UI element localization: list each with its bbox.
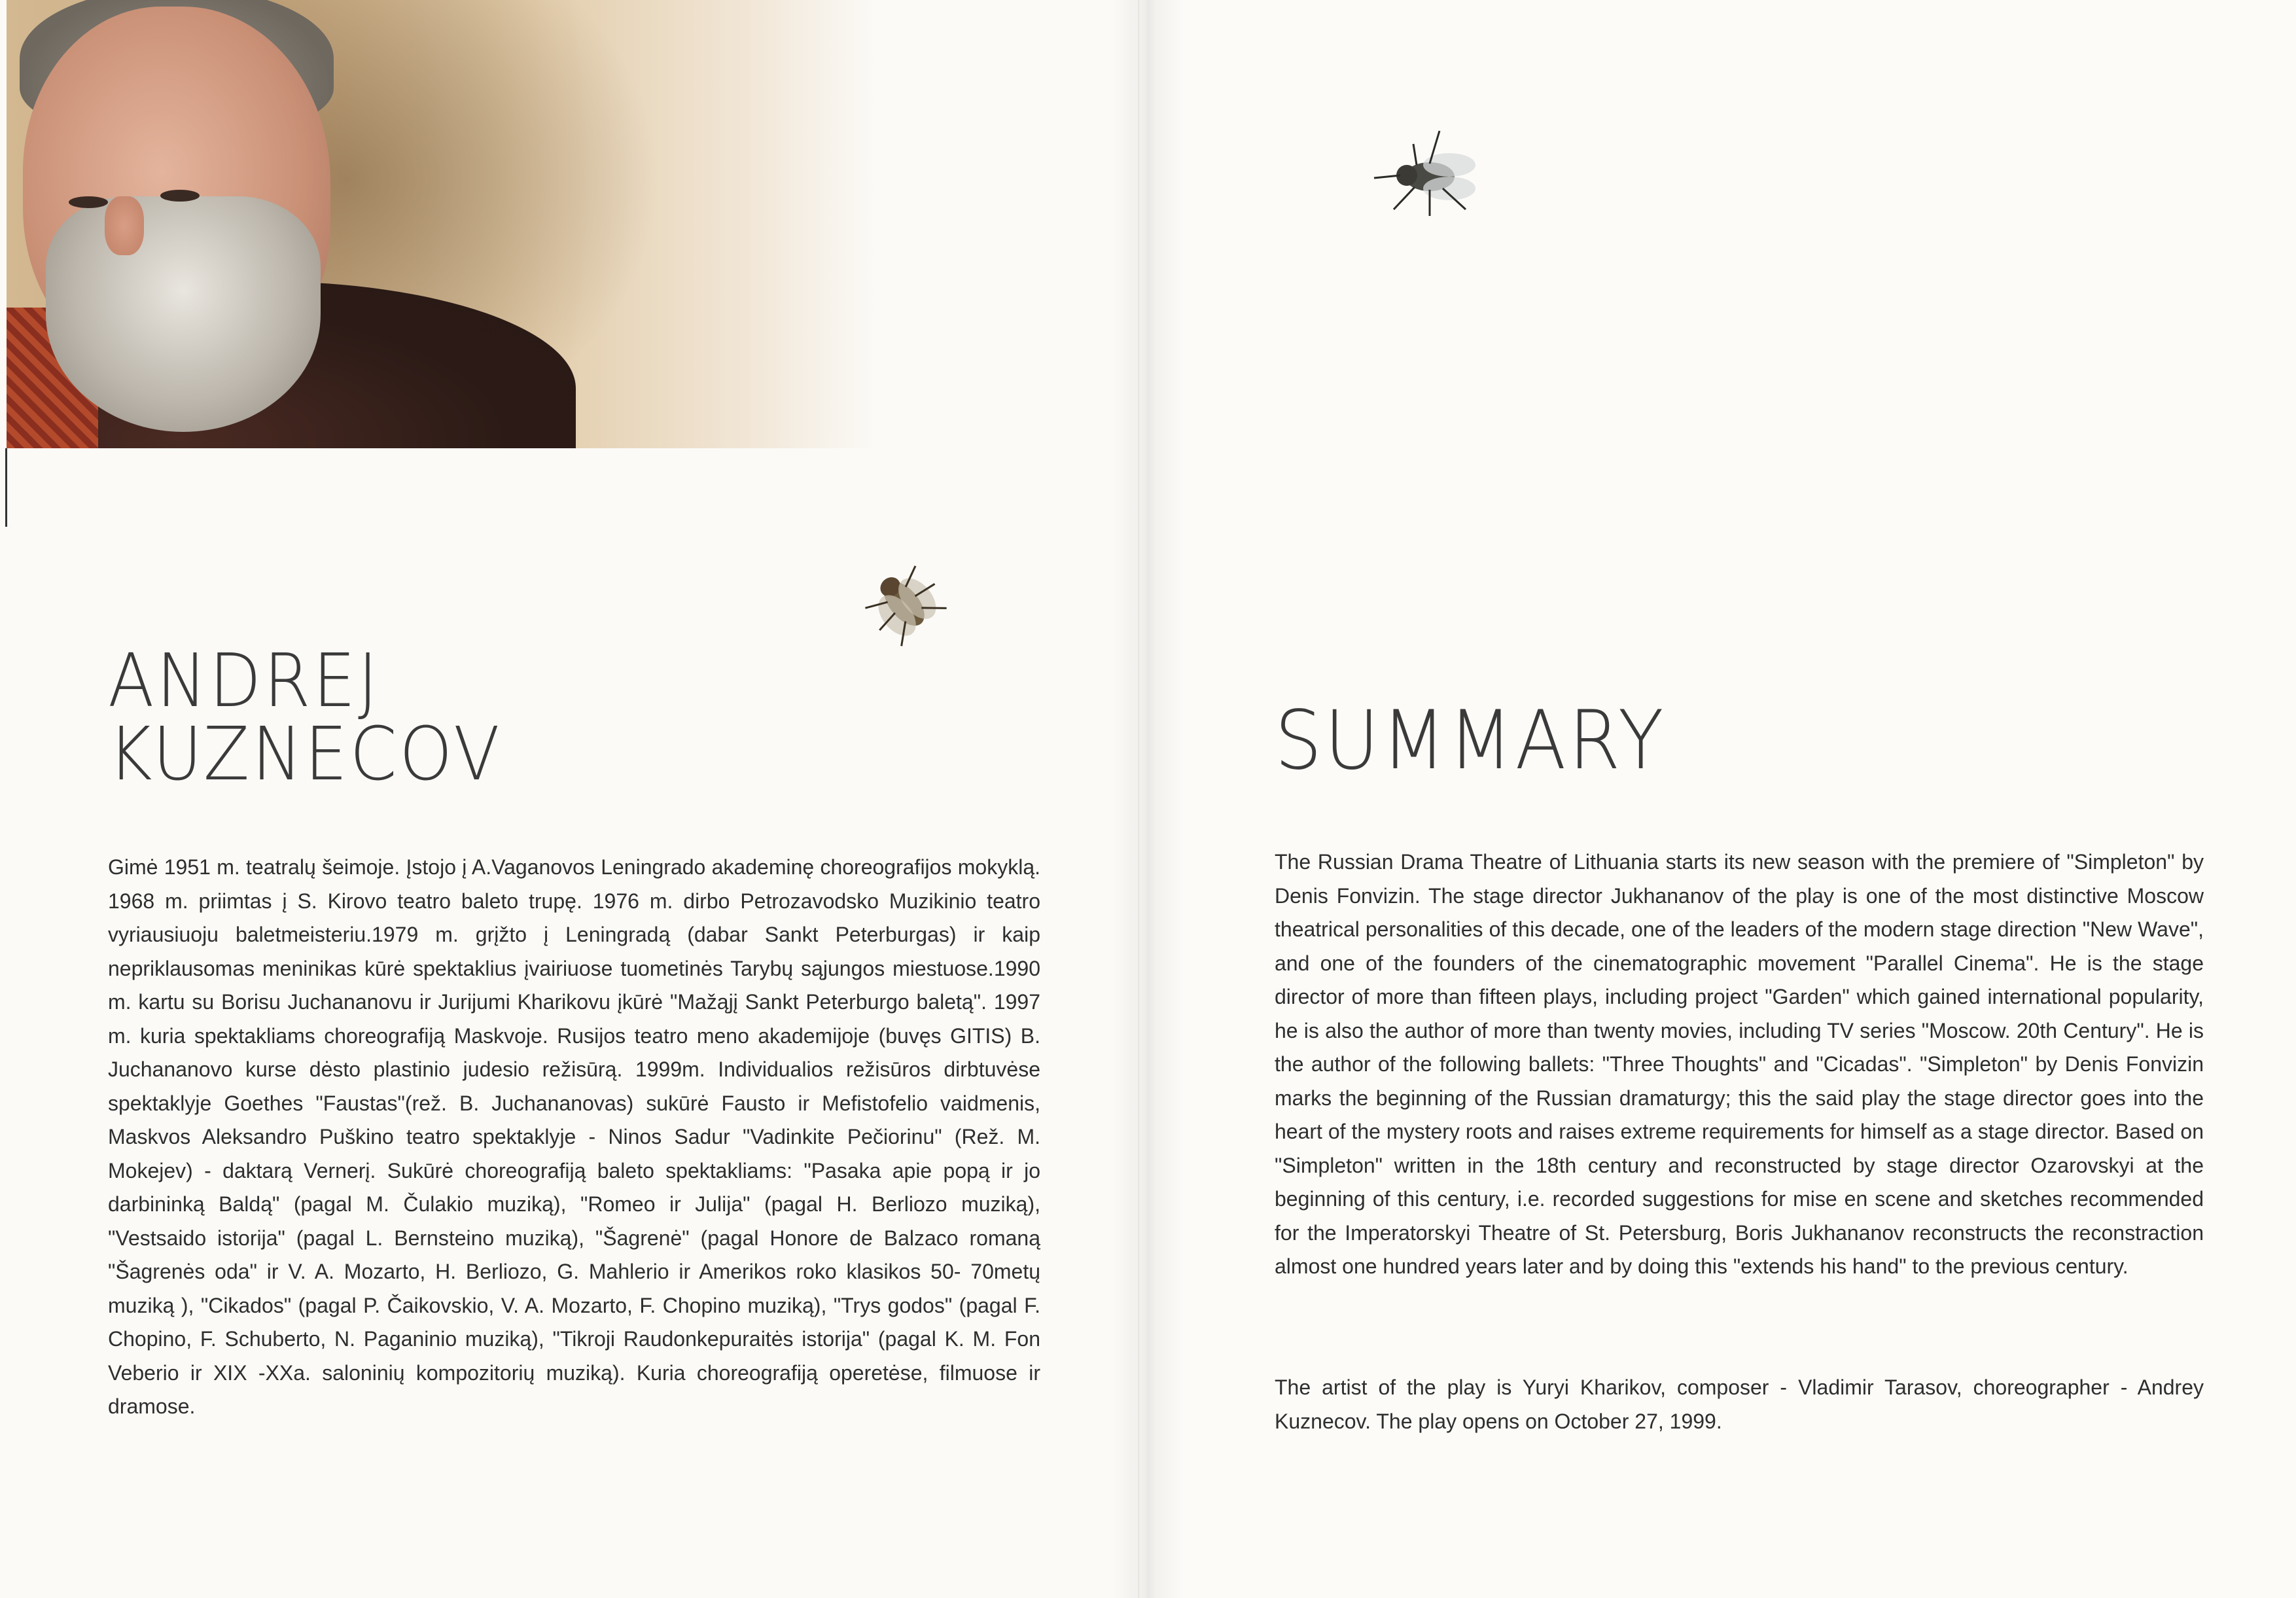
portrait-photo [7, 0, 877, 448]
right-page [1139, 0, 2296, 1598]
summary-heading: SUMMARY [1275, 694, 1667, 788]
fly-icon [851, 553, 955, 651]
summary-paragraph-1: The Russian Drama Theatre of Lithuania starts its new season with the premiere of "Simpleton" by Denis Fonvizin. The stage director Jukhananov of the play is one of the most distinctive Moscow theatrical personalities of this decade, one of the leaders of the modern stage direction "New Wave", and one of the founders of the cinematographic movement "Parallel Cinema". He is the stage director of more than fifteen plays, including project "Garden" which gained international popularity, he is also the author of more than twenty movies, including TV series "Moscow. 20th Century". He is the author of the following ballets: "Three Thoughts" and "Cicadas". "Simpleton" by Denis Fonvizin marks the beginning of the Russian dramaturgy; this the said play the stage director goes into the heart of the mystery roots and raises extreme requirements for himself as a stage director. Based on "Simpleton" written in the 18th century and reconstructed by stage director Ozarovskyi at the beginning of this century, i.e. recorded suggestions for mise en scene and sketches recommended for the Imperatorskyi Theatre of St. Petersburg, Boris Jukhananov reconstructs the reconstraction almost one hundred years later and by doing this "extends his hand" to the previous century. [1275, 850, 2204, 1278]
person-name-heading: ANDREJ KUZNECOV [108, 639, 503, 797]
margin-rule [5, 448, 7, 527]
summary-paragraph-2: The artist of the play is Yuryi Kharikov, composer - Vladimir Tarasov, choreographer - Andrey Kuznecov. The play opens on October 27, 1999. [1275, 1376, 2204, 1433]
fly-icon [1368, 118, 1498, 229]
book-spine [1112, 0, 1184, 1598]
biography-text: Gimė 1951 m. teatralų šeimoje. Įstojo į A.Vaganovos Leningrado akademinę choreografijos mokyklą. 1968 m. priimtas į S. Kirovo teatro baleto trupę. 1976 m. dirbo Petrozavodsko Muzikinio teatro vyriausiuoju baletmeisteriu.1979 m. grįžto į Leningradą (dabar Sankt Peterburgas) ir kaip nepriklausomas meninikas kūrė spektaklius įvairiuose tuometinės Tarybų sąjungos miestuose.1990 m. kartu su Borisu Juchananovu ir Jurijumi Kharikovu įkūrė "Mažąjį Sankt Peterburgo baletą". 1997 m. kuria spektakliams choreografiją Maskvoje. Rusijos teatro meno akademijoje (buvęs GITIS) B. Juchananovo kurse dėsto plastinio judesio režisūrą. 1999m. Individualios režisūros dirbtuvėse spektaklyje Goethes "Faustas"(rež. B. Juchananovas) sukūrė Fausto ir Mefistofelio vaidmenis, Maskvos Aleksandro Puškino teatro spektaklyje - Ninos Sadur "Vadinkite Pečiorinu" (Rež. M. Mokejev) - daktarą Vernerį. Sukūrė choreografiją baleto spektakliams: "Pasaka apie popą ir jo darbininką Baldą" (pagal M. Čulakio muziką), "Romeo ir Julija" (pagal H. Berliozo muziką), "Vestsaido istorija" (pagal L. Bernsteino muziką), "Šagrenė" (pagal Honore de Balzaco romaną "Šagrenės oda" ir V. A. Mozarto, H. Berliozo, G. Mahlerio ir Amerikos roko klasikos 50- 70metų muziką ), "Cikados" (pagal P. Čaikovskio, V. A. Mozarto, F. Chopino muziką), "Trys godos" (pagal F. Chopino, F. Schuberto, N. Paganinio muziką), "Tikroji Raudonkepuraitės istorija" (pagal K. M. Fon Veberio ir XIX -XXa. saloninių kompozitorių muziką). Kuria choreografiją operetėse, filmuose ir dramose. [108, 855, 1040, 1418]
